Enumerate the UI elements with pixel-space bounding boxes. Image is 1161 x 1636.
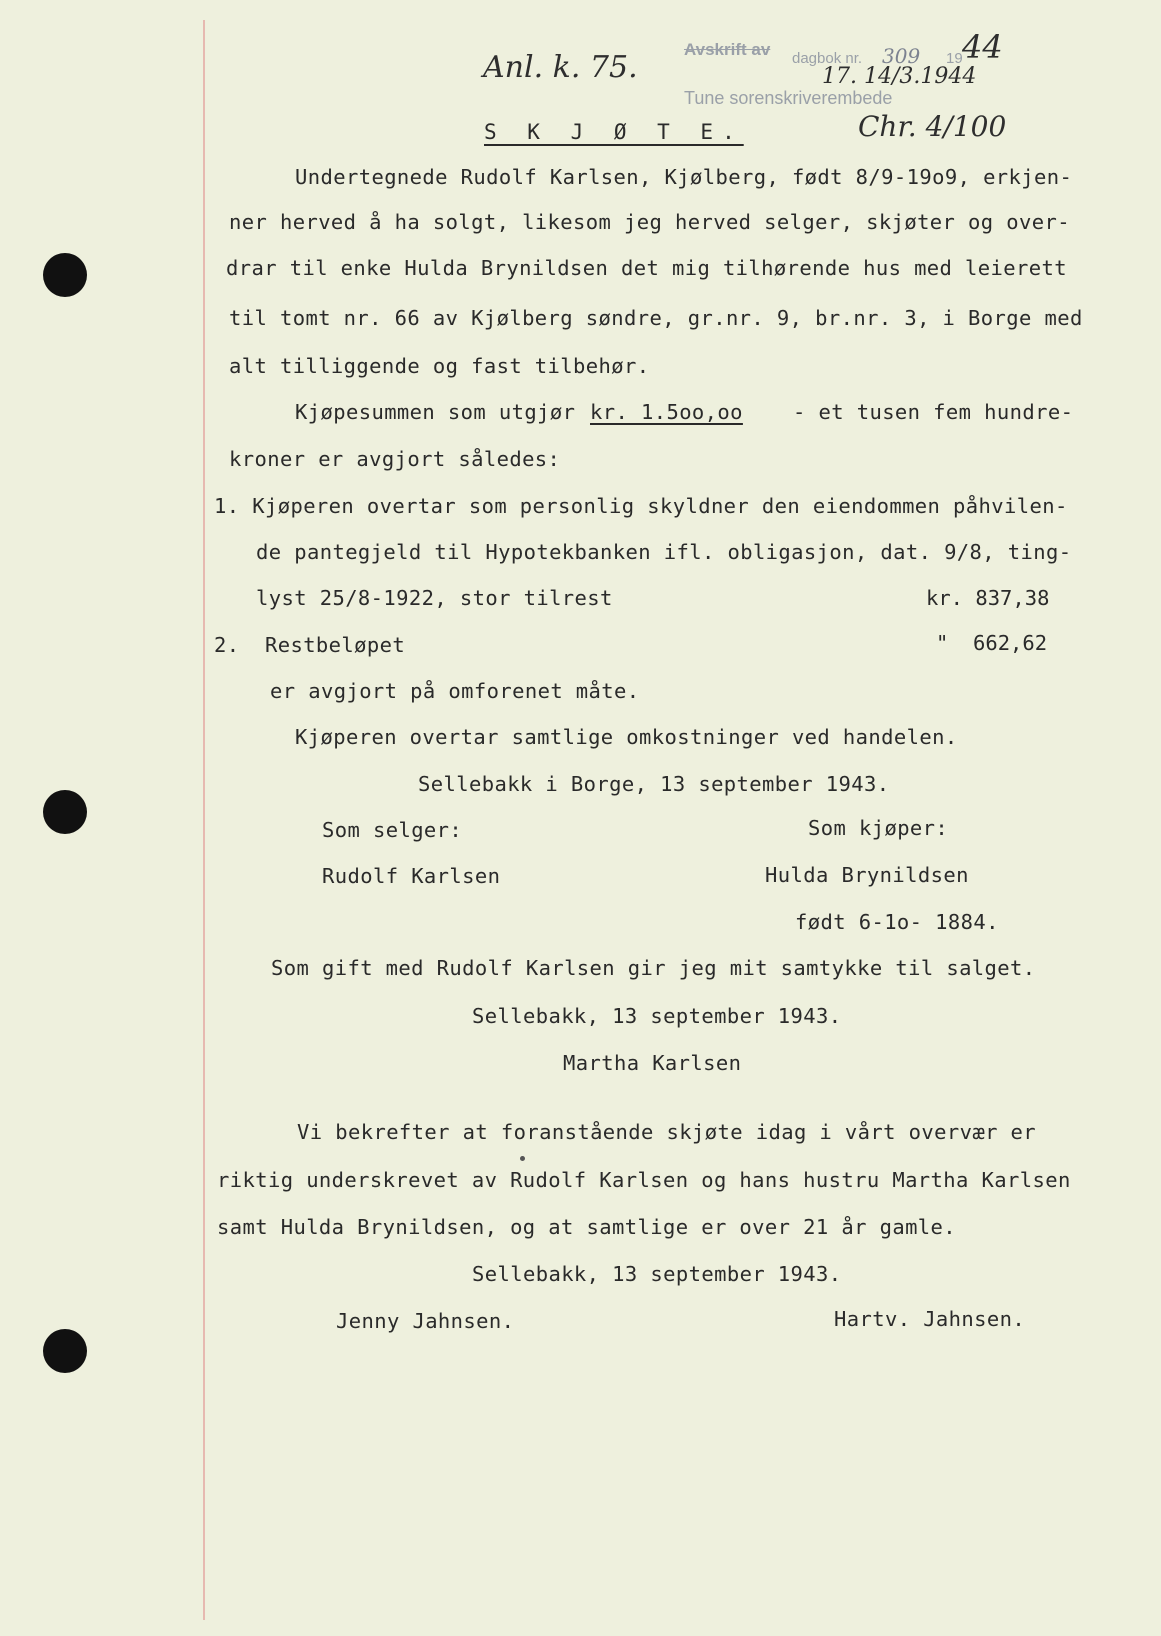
item1-amount: kr. 837,38 [926,586,1050,610]
witness-line3: samt Hulda Brynildsen, og at samtlige er over 21 år gamle. [217,1215,957,1239]
item2-label: 2. Restbeløpet [214,633,406,657]
document-title: S K J Ø T E. [484,120,744,144]
stamp-handwritten-date: 17. 14/3.1944 [822,64,977,89]
witness-date: Sellebakk, 13 september 1943. [472,1262,842,1286]
consent-line: Som gift med Rudolf Karlsen gir jeg mit samtykke til salget. [271,956,1036,980]
witness-line1: Vi bekrefter at foranstående skjøte idag i vårt overvær er [297,1120,1037,1144]
para1-line3: drar til enke Hulda Brynildsen det mig tilhørende hus med leierett [226,256,1067,280]
stamp-year-printed: 19 [946,50,963,67]
buyer-name: Hulda Brynildsen [765,863,969,887]
witness1-name: Jenny Jahnsen. [336,1309,515,1333]
witness2-name: Hartv. Jahnsen. [834,1307,1026,1331]
price-prefix: Kjøpesummen som utgjør [295,400,576,424]
stamp-handwritten-code: Chr. 4/100 [858,110,1007,143]
witness-line2: riktig underskrevet av Rudolf Karlsen og hans hustru Martha Karlsen [217,1168,1071,1192]
para1-line2: ner herved å ha solgt, likesom jeg herved selger, skjøter og over- [229,210,1070,234]
stamp-office: Tune sorenskriverembede [684,88,893,108]
para1-line4: til tomt nr. 66 av Kjølberg søndre, gr.nr. 9, br.nr. 3, i Borge med [229,306,1083,330]
consent-date: Sellebakk, 13 september 1943. [472,1004,842,1028]
handwritten-reference: Anl. k. 75. [483,50,638,85]
item2-amount: " 662,62 [936,631,1048,655]
margin-line [203,20,205,1620]
punch-hole-bottom [43,1329,87,1373]
stamp-dagbok: dagbok nr. [792,50,863,67]
stamp-year-hand: 44 [962,28,1003,66]
item1-line2: de pantegjeld til Hypotekbanken ifl. obligasjon, dat. 9/8, ting- [256,540,1072,564]
seller-name: Rudolf Karlsen [322,864,501,888]
seller-label: Som selger: [322,818,463,842]
item1-line1: 1. Kjøperen overtar som personlig skyldner den eiendommen påhvilen- [214,494,1068,518]
punch-hole-middle [43,790,87,834]
consent-name: Martha Karlsen [563,1051,742,1075]
ink-dot [520,1156,525,1161]
stamp-number: 309 [882,44,921,68]
price-amount: kr. 1.5oo,oo [590,400,743,424]
item2-line2: er avgjort på omforenet måte. [270,679,640,703]
costs-line: Kjøperen overtar samtlige omkostninger ved handelen. [295,725,958,749]
price-suffix: - et tusen fem hundre- [793,400,1074,424]
punch-hole-top [43,253,87,297]
stamp-avskrift: Avskrift av [684,40,771,59]
place-date: Sellebakk i Borge, 13 september 1943. [418,772,890,796]
buyer-born: født 6-1o- 1884. [795,910,999,934]
item1-line3: lyst 25/8-1922, stor tilrest [256,586,613,610]
price-line2: kroner er avgjort således: [229,447,561,471]
para1-line1: Undertegnede Rudolf Karlsen, Kjølberg, født 8/9-19o9, erkjen- [295,165,1073,189]
buyer-label: Som kjøper: [808,816,949,840]
para1-line5: alt tilliggende og fast tilbehør. [229,354,650,378]
